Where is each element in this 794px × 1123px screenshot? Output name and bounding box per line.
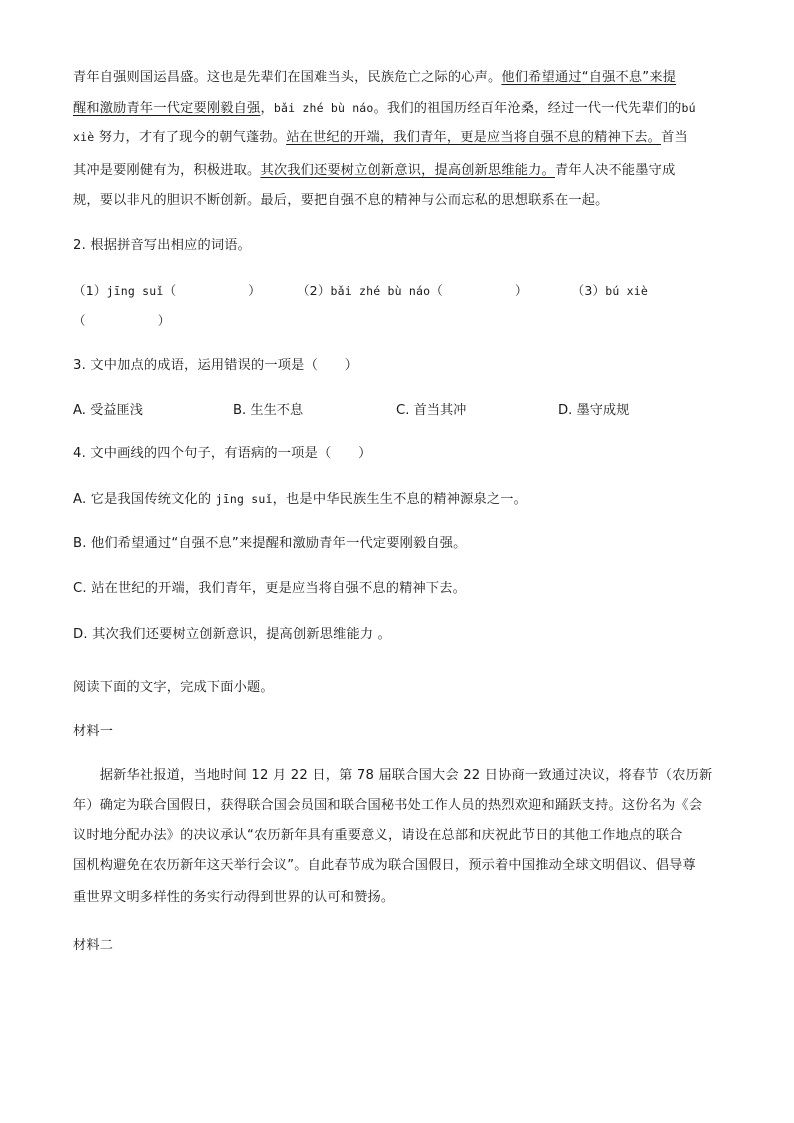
passage-text: 其冲是要刚健有为，积极进取。 — [73, 163, 261, 178]
pinyin-text: bú — [681, 101, 696, 115]
question-4-option-a[interactable] — [73, 489, 527, 510]
item-number: （3） — [571, 283, 606, 298]
pinyin-text: xiè — [73, 130, 95, 144]
passage-text: 努力，才有了现今的朝气蓬勃。 — [94, 130, 287, 145]
bracket: ） — [514, 283, 528, 298]
pinyin-text: bú xiè — [605, 284, 648, 298]
option-text: ，也是中华民族生生不息的精神源泉之一。 — [272, 492, 528, 507]
question-4-stem: 4. 文中画线的四个句子，有语病的一项是（ ） — [73, 446, 372, 461]
underlined-sentence-c: 站在世纪的开端，我们青年，更是应当将自强不息的精神下去。 — [286, 130, 662, 145]
question-3-option-c[interactable]: C. 首当其冲 — [396, 403, 467, 418]
underlined-sentence-b: 他们希望通过“自强不息”来提 — [501, 70, 677, 85]
passage-text: 规，要以非凡的胆识不断创新。最后，要把自强不息的精神与公而忘私的思想联系在一起。 — [73, 193, 609, 208]
question-4-option-b[interactable]: B. 他们希望通过“自强不息”来提醒和激励青年一代定要刚毅自强。 — [73, 536, 467, 551]
passage-line-5 — [73, 191, 609, 211]
bracket: （ — [73, 313, 86, 328]
bracket: （ — [430, 283, 443, 298]
question-3-option-b[interactable]: B. 生生不息 — [233, 403, 304, 418]
passage-text: 青年自强则国运昌盛。这也是先辈们在国难当头，民族危亡之际的心声。 — [73, 70, 502, 85]
passage-line-4 — [73, 161, 675, 181]
pinyin-text: bǎi zhé bù náo — [273, 101, 374, 115]
passage-line-3 — [73, 127, 688, 148]
item-number: （1） — [73, 283, 107, 298]
underlined-sentence-d: 其次我们还要树立创新意识，提高创新思维能力。 — [260, 163, 555, 178]
material-1-title: 材料一 — [73, 724, 114, 739]
item-number: （2） — [296, 283, 331, 298]
pinyin-text: jīng suǐ — [106, 284, 164, 298]
question-4-option-c[interactable]: C. 站在世纪的开端，我们青年，更是应当将自强不息的精神下去。 — [73, 581, 467, 596]
question-2-stem: 2. 根据拼音写出相应的词语。 — [73, 238, 252, 253]
bracket: （ — [163, 283, 177, 298]
passage-text: 青年人决不能墨守成 — [554, 163, 676, 178]
pinyin-text: bǎi zhé bù náo — [330, 284, 431, 298]
question-3-option-a[interactable]: A. 受益匪浅 — [73, 403, 143, 418]
question-2-item-3-blank — [73, 311, 170, 331]
material-1-line-1: 据新华社报道，当地时间 12 月 22 日，第 78 届联合国大会 22 日协商一致通过决议，将春节（农历新 — [73, 768, 713, 783]
material-1-line-4: 国机构避免在农历新年这天举行会议”。自此春节成为联合国假日，预示着中国推动全球文明倡议、倡导尊 — [73, 858, 696, 873]
passage-text: 首当 — [661, 130, 688, 145]
pinyin-text: jīng suǐ — [215, 492, 273, 506]
material-1-line-2: 年）确定为联合国假日，获得联合国会员国和联合国秘书处工作人员的热烈欢迎和踊跃支持。这份名为《会 — [73, 798, 703, 813]
bracket: ） — [157, 313, 171, 328]
material-1-line-3: 议时地分配办法》的决议承认“农历新年具有重要意义，请设在总部和庆祝此节日的其他工作地点的联合 — [73, 828, 683, 843]
material-2-title: 材料二 — [73, 938, 114, 953]
passage-line-1 — [73, 68, 676, 88]
question-2-items — [73, 281, 648, 301]
passage-line-2 — [73, 98, 696, 119]
option-text: A. 它是我国传统文化的 — [73, 492, 216, 507]
question-4-option-d[interactable]: D. 其次我们还要树立创新意识，提高创新思维能力 。 — [73, 627, 392, 642]
question-3-stem: 3. 文中加点的成语，运用错误的一项是（ ） — [73, 358, 359, 373]
material-1-line-5: 重世界文明多样性的务实行动得到世界的认可和赞扬。 — [73, 890, 395, 905]
reading-intro: 阅读下面的文字，完成下面小题。 — [73, 680, 274, 695]
passage-text: 。我们的祖国历经百年沧桑，经过一代一代先辈们的 — [373, 101, 682, 116]
underlined-sentence-b-cont: 醒和激励青年一代定要刚毅自强 — [73, 101, 261, 116]
passage-text: ， — [260, 101, 274, 116]
bracket: ） — [248, 283, 261, 298]
question-3-option-d[interactable]: D. 墨守成规 — [558, 403, 630, 418]
